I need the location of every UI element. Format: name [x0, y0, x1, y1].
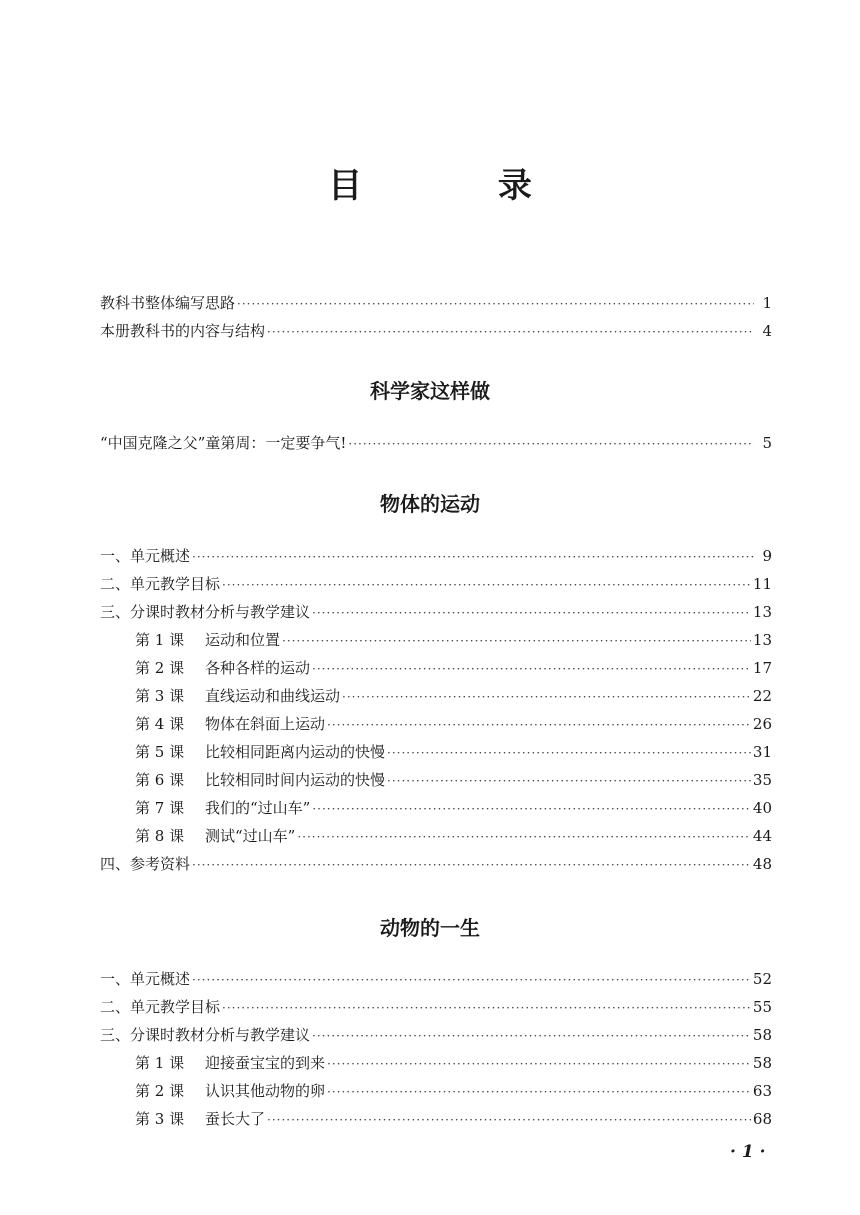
entry-page: 22 — [752, 687, 772, 705]
toc-lesson-entry[interactable] — [135, 1080, 772, 1102]
leader-dots — [282, 634, 751, 648]
lesson-number: 第 8 课 — [135, 827, 185, 845]
entry-label: 蚕长大了 — [205, 1110, 266, 1128]
lesson-number: 第 7 课 — [135, 799, 185, 817]
section-title: 物体的运动 — [380, 492, 480, 516]
toc-lesson-entry[interactable] — [135, 769, 772, 791]
entry-page: 48 — [752, 855, 772, 873]
entry-label: 直线运动和曲线运动 — [205, 687, 341, 705]
lesson-number: 第 6 课 — [135, 771, 185, 789]
section-title: 科学家这样做 — [370, 379, 490, 403]
toc-entry[interactable] — [100, 996, 772, 1018]
leader-dots — [312, 606, 751, 620]
entry-label: 二、单元教学目标 — [100, 998, 221, 1016]
leader-dots — [327, 718, 751, 732]
entry-label: 二、单元教学目标 — [100, 575, 221, 593]
entry-label: 我们的“过山车” — [205, 799, 311, 817]
leader-dots — [267, 325, 754, 339]
entry-label: 认识其他动物的卵 — [205, 1082, 326, 1100]
toc-lesson-entry[interactable] — [135, 741, 772, 763]
toc-entry[interactable] — [100, 853, 772, 875]
entry-label: 本册教科书的内容与结构 — [100, 322, 266, 340]
toc-lesson-entry[interactable] — [135, 713, 772, 735]
entry-page: 68 — [752, 1110, 772, 1128]
toc-lesson-entry[interactable] — [135, 1052, 772, 1074]
entry-page: 52 — [752, 970, 772, 988]
toc-entry[interactable] — [100, 968, 772, 990]
entry-label: 一、单元概述 — [100, 970, 191, 988]
toc-lesson-entry[interactable] — [135, 629, 772, 651]
entry-page: 5 — [762, 434, 772, 452]
lesson-number: 第 1 课 — [135, 1054, 185, 1072]
page-title: 目 录 — [328, 166, 594, 206]
entry-label: 三、分课时教材分析与教学建议 — [100, 603, 311, 621]
toc-entry[interactable] — [100, 320, 772, 342]
leader-dots — [237, 297, 754, 311]
entry-page: 26 — [752, 715, 772, 733]
entry-page: 17 — [752, 659, 772, 677]
lesson-number: 第 5 课 — [135, 743, 185, 761]
entry-page: 9 — [762, 547, 772, 565]
entry-page: 13 — [752, 603, 772, 621]
leader-dots — [327, 1085, 751, 1099]
toc-entry[interactable] — [100, 573, 772, 595]
entry-page: 58 — [752, 1026, 772, 1044]
toc-lesson-entry[interactable] — [135, 685, 772, 707]
toc-entry[interactable] — [100, 601, 772, 623]
lesson-number: 第 3 课 — [135, 687, 185, 705]
toc-entry[interactable] — [100, 292, 772, 314]
leader-dots — [342, 690, 751, 704]
entry-label: 测试“过山车” — [205, 827, 296, 845]
leader-dots — [192, 858, 751, 872]
page-number: · 1 · — [730, 1142, 766, 1162]
entry-label: “中国克隆之父”童第周：一定要争气! — [100, 434, 347, 452]
leader-dots — [327, 1057, 751, 1071]
entry-label: 各种各样的运动 — [205, 659, 311, 677]
entry-page: 4 — [762, 322, 772, 340]
leader-dots — [222, 1001, 751, 1015]
lesson-number: 第 3 课 — [135, 1110, 185, 1128]
lesson-number: 第 1 课 — [135, 631, 185, 649]
entry-page: 44 — [752, 827, 772, 845]
entry-label: 四、参考资料 — [100, 855, 191, 873]
lesson-number: 第 2 课 — [135, 1082, 185, 1100]
entry-page: 13 — [752, 631, 772, 649]
leader-dots — [387, 746, 751, 760]
entry-page: 63 — [752, 1082, 772, 1100]
toc-entry[interactable] — [100, 545, 772, 567]
toc-entry[interactable] — [100, 432, 772, 454]
leader-dots — [192, 550, 754, 564]
entry-label: 迎接蚕宝宝的到来 — [205, 1054, 326, 1072]
entry-label: 物体在斜面上运动 — [205, 715, 326, 733]
leader-dots — [348, 437, 754, 451]
section-title: 动物的一生 — [380, 916, 480, 940]
toc-lesson-entry[interactable] — [135, 797, 772, 819]
entry-label: 比较相同距离内运动的快慢 — [205, 743, 386, 761]
entry-label: 三、分课时教材分析与教学建议 — [100, 1026, 311, 1044]
leader-dots — [312, 802, 751, 816]
entry-page: 11 — [752, 575, 772, 593]
entry-page: 58 — [752, 1054, 772, 1072]
entry-page: 31 — [752, 743, 772, 761]
leader-dots — [387, 774, 751, 788]
leader-dots — [312, 662, 751, 676]
lesson-number: 第 2 课 — [135, 659, 185, 677]
toc-lesson-entry[interactable] — [135, 1108, 772, 1130]
toc-entry[interactable] — [100, 1024, 772, 1046]
leader-dots — [222, 578, 751, 592]
entry-label: 教科书整体编写思路 — [100, 294, 236, 312]
leader-dots — [192, 973, 751, 987]
entry-label: 比较相同时间内运动的快慢 — [205, 771, 386, 789]
leader-dots — [267, 1113, 751, 1127]
entry-page: 55 — [752, 998, 772, 1016]
entry-page: 40 — [752, 799, 772, 817]
entry-page: 35 — [752, 771, 772, 789]
lesson-number: 第 4 课 — [135, 715, 185, 733]
entry-label: 一、单元概述 — [100, 547, 191, 565]
entry-page: 1 — [762, 294, 772, 312]
toc-lesson-entry[interactable] — [135, 825, 772, 847]
leader-dots — [312, 1029, 751, 1043]
entry-label: 运动和位置 — [205, 631, 281, 649]
toc-lesson-entry[interactable] — [135, 657, 772, 679]
leader-dots — [297, 830, 751, 844]
